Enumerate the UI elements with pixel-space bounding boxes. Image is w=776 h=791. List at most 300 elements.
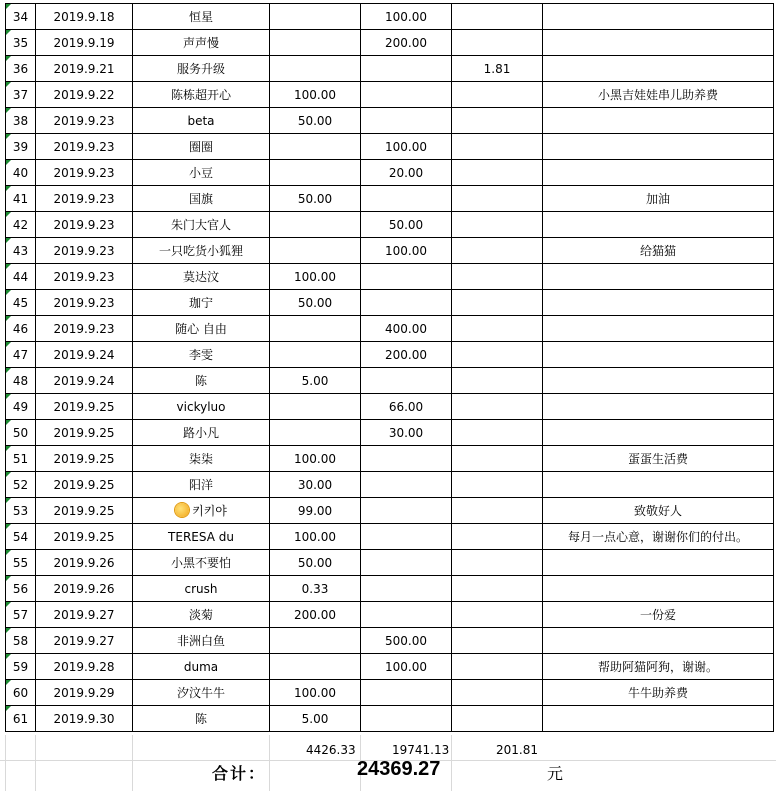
- row-index-cell[interactable]: [6, 56, 36, 82]
- donor-name-cell[interactable]: [133, 134, 270, 160]
- date-text: 2019.9.23: [53, 217, 115, 232]
- donor-name-text: 陈: [194, 374, 207, 388]
- amount-column-2-cell[interactable]: [361, 290, 452, 316]
- row-index-cell[interactable]: [6, 316, 36, 342]
- subtotal-column-3[interactable]: 201.81: [496, 743, 538, 757]
- donor-name-cell[interactable]: [133, 290, 270, 316]
- note-cell[interactable]: [543, 212, 774, 238]
- date-cell[interactable]: [36, 628, 133, 654]
- row-index-cell[interactable]: [6, 82, 36, 108]
- table-row: [6, 134, 774, 160]
- note-cell[interactable]: [543, 498, 774, 524]
- row-index-text: 50: [12, 425, 29, 440]
- date-cell[interactable]: [36, 602, 133, 628]
- table-row: [6, 290, 774, 316]
- donor-name-cell[interactable]: [133, 4, 270, 30]
- amount-column-3-cell[interactable]: [452, 186, 543, 212]
- amount-column-2-text: 400.00: [385, 321, 427, 336]
- row-index-text: 39: [12, 139, 29, 154]
- donor-name-text: 小黑不要怕: [170, 556, 231, 570]
- date-text: 2019.9.24: [53, 373, 115, 388]
- table-row: [6, 212, 774, 238]
- amount-column-2-text: 200.00: [385, 347, 427, 362]
- note-cell[interactable]: [543, 186, 774, 212]
- amount-column-3-cell[interactable]: [452, 706, 543, 732]
- date-cell[interactable]: [36, 186, 133, 212]
- amount-column-2-cell[interactable]: [361, 316, 452, 342]
- table-row: [6, 524, 774, 550]
- amount-column-3-cell[interactable]: [452, 498, 543, 524]
- donor-name-text: crush: [184, 581, 218, 596]
- subtotal-column-2[interactable]: 19741.13: [392, 743, 450, 757]
- row-index-cell[interactable]: [6, 290, 36, 316]
- note-cell[interactable]: [543, 342, 774, 368]
- amount-column-3-cell[interactable]: [452, 472, 543, 498]
- date-text: 2019.9.23: [53, 269, 115, 284]
- note-cell[interactable]: [543, 108, 774, 134]
- row-index-cell[interactable]: [6, 680, 36, 706]
- donor-name-cell[interactable]: [133, 576, 270, 602]
- row-index-text: 48: [12, 373, 29, 388]
- amount-column-1-cell[interactable]: [270, 160, 361, 186]
- amount-column-2-cell[interactable]: [361, 628, 452, 654]
- table-row: [6, 4, 774, 30]
- amount-column-1-text: 100.00: [294, 529, 336, 544]
- amount-column-1-cell[interactable]: [270, 602, 361, 628]
- note-cell[interactable]: [543, 446, 774, 472]
- amount-column-2-cell[interactable]: [361, 56, 452, 82]
- date-text: 2019.9.26: [53, 581, 115, 596]
- donor-name-cell[interactable]: [133, 368, 270, 394]
- row-index-text: 60: [12, 685, 29, 700]
- note-cell[interactable]: [543, 238, 774, 264]
- date-cell[interactable]: [36, 654, 133, 680]
- row-index-cell[interactable]: [6, 654, 36, 680]
- amount-column-2-cell[interactable]: [361, 82, 452, 108]
- amount-column-3-cell[interactable]: [452, 654, 543, 680]
- date-cell[interactable]: [36, 680, 133, 706]
- date-cell[interactable]: [36, 160, 133, 186]
- date-text: 2019.9.25: [53, 529, 115, 544]
- amount-column-2-cell[interactable]: [361, 342, 452, 368]
- row-index-text: 59: [12, 659, 29, 674]
- date-cell[interactable]: [36, 576, 133, 602]
- row-index-text: 45: [12, 295, 29, 310]
- date-text: 2019.9.25: [53, 399, 115, 414]
- date-text: 2019.9.19: [53, 35, 115, 50]
- date-text: 2019.9.23: [53, 139, 115, 154]
- date-cell[interactable]: [36, 290, 133, 316]
- date-cell[interactable]: [36, 108, 133, 134]
- date-text: 2019.9.30: [53, 711, 115, 726]
- date-text: 2019.9.18: [53, 9, 115, 24]
- amount-column-3-cell[interactable]: [452, 446, 543, 472]
- amount-column-3-cell[interactable]: [452, 82, 543, 108]
- amount-column-2-text: 30.00: [388, 425, 424, 440]
- amount-column-2-cell[interactable]: [361, 680, 452, 706]
- date-text: 2019.9.23: [53, 191, 115, 206]
- note-cell[interactable]: [543, 524, 774, 550]
- note-cell[interactable]: [543, 160, 774, 186]
- amount-column-1-cell[interactable]: [270, 394, 361, 420]
- row-index-cell[interactable]: [6, 628, 36, 654]
- amount-column-1-cell[interactable]: [270, 316, 361, 342]
- donor-name-cell[interactable]: [133, 82, 270, 108]
- row-index-text: 52: [12, 477, 29, 492]
- amount-column-1-cell[interactable]: [270, 212, 361, 238]
- table-row: [6, 680, 774, 706]
- table-row: [6, 160, 774, 186]
- subtotal-column-1[interactable]: 4426.33: [306, 743, 356, 757]
- date-cell[interactable]: [36, 420, 133, 446]
- date-cell[interactable]: [36, 550, 133, 576]
- donor-name-text: 非洲白鱼: [176, 634, 225, 648]
- amount-column-2-cell[interactable]: [361, 498, 452, 524]
- table-row: [6, 186, 774, 212]
- date-text: 2019.9.26: [53, 555, 115, 570]
- amount-column-3-cell[interactable]: [452, 316, 543, 342]
- date-text: 2019.9.27: [53, 607, 115, 622]
- amount-column-1-cell[interactable]: [270, 4, 361, 30]
- table-row: [6, 342, 774, 368]
- amount-column-1-cell[interactable]: [270, 82, 361, 108]
- row-index-cell[interactable]: [6, 368, 36, 394]
- amount-column-3-cell[interactable]: [452, 160, 543, 186]
- table-row: [6, 602, 774, 628]
- row-index-cell[interactable]: [6, 134, 36, 160]
- date-cell[interactable]: [36, 446, 133, 472]
- row-index-cell[interactable]: [6, 186, 36, 212]
- amount-column-1-cell[interactable]: [270, 186, 361, 212]
- row-index-cell[interactable]: [6, 602, 36, 628]
- amount-column-3-cell[interactable]: [452, 108, 543, 134]
- donor-name-cell[interactable]: [133, 30, 270, 56]
- amount-column-2-text: 100.00: [385, 243, 427, 258]
- note-cell[interactable]: [543, 420, 774, 446]
- date-text: 2019.9.29: [53, 685, 115, 700]
- donor-name-cell[interactable]: [133, 212, 270, 238]
- amount-column-3-cell[interactable]: [452, 628, 543, 654]
- donor-name-cell[interactable]: [133, 238, 270, 264]
- note-text: 蛋蛋生活费: [627, 452, 688, 466]
- note-text: 牛牛助养费: [627, 686, 688, 700]
- table-row: [6, 472, 774, 498]
- amount-column-1-text: 100.00: [294, 87, 336, 102]
- amount-column-2-cell[interactable]: [361, 4, 452, 30]
- date-text: 2019.9.28: [53, 659, 115, 674]
- date-cell[interactable]: [36, 4, 133, 30]
- amount-column-3-cell[interactable]: [452, 394, 543, 420]
- donor-name-text: 服务升级: [176, 62, 225, 76]
- date-cell[interactable]: [36, 524, 133, 550]
- amount-column-3-cell[interactable]: [452, 680, 543, 706]
- note-cell[interactable]: [543, 264, 774, 290]
- date-cell[interactable]: [36, 238, 133, 264]
- note-cell[interactable]: [543, 290, 774, 316]
- amount-column-1-cell[interactable]: [270, 134, 361, 160]
- amount-column-2-cell[interactable]: [361, 472, 452, 498]
- note-cell[interactable]: [543, 628, 774, 654]
- row-index-cell[interactable]: [6, 576, 36, 602]
- donor-name-cell[interactable]: [133, 108, 270, 134]
- amount-column-1-cell[interactable]: [270, 524, 361, 550]
- amount-column-2-text: 50.00: [388, 217, 424, 232]
- donor-name-cell[interactable]: [133, 186, 270, 212]
- donor-name-cell[interactable]: [133, 264, 270, 290]
- date-cell[interactable]: [36, 82, 133, 108]
- row-index-text: 36: [12, 61, 29, 76]
- row-index-text: 44: [12, 269, 29, 284]
- row-index-text: 47: [12, 347, 29, 362]
- amount-column-1-cell[interactable]: [270, 680, 361, 706]
- amount-column-2-cell[interactable]: [361, 30, 452, 56]
- amount-column-1-cell[interactable]: [270, 628, 361, 654]
- note-cell[interactable]: [543, 134, 774, 160]
- amount-column-1-text: 100.00: [294, 685, 336, 700]
- donor-name-cell[interactable]: [133, 472, 270, 498]
- note-cell[interactable]: [543, 576, 774, 602]
- donor-name-text: 陈: [194, 712, 207, 726]
- donor-name-text: duma: [183, 659, 219, 674]
- amount-column-2-cell[interactable]: [361, 446, 452, 472]
- amount-column-2-cell[interactable]: [361, 186, 452, 212]
- donor-name-text: 莫达汶: [182, 270, 219, 284]
- row-index-cell[interactable]: [6, 394, 36, 420]
- amount-column-3-cell[interactable]: [452, 550, 543, 576]
- date-text: 2019.9.23: [53, 321, 115, 336]
- table-row: [6, 394, 774, 420]
- donor-name-cell[interactable]: [133, 160, 270, 186]
- date-cell[interactable]: [36, 56, 133, 82]
- amount-column-3-cell[interactable]: [452, 4, 543, 30]
- donor-name-cell[interactable]: [133, 680, 270, 706]
- amount-column-2-cell[interactable]: [361, 420, 452, 446]
- amount-column-2-cell[interactable]: [361, 264, 452, 290]
- amount-column-2-cell[interactable]: [361, 394, 452, 420]
- donor-name-cell[interactable]: [133, 394, 270, 420]
- date-cell[interactable]: [36, 706, 133, 732]
- note-cell[interactable]: [543, 4, 774, 30]
- row-index-cell[interactable]: [6, 550, 36, 576]
- row-index-cell[interactable]: [6, 264, 36, 290]
- date-text: 2019.9.27: [53, 633, 115, 648]
- note-cell[interactable]: [543, 82, 774, 108]
- note-cell[interactable]: [543, 30, 774, 56]
- date-cell[interactable]: [36, 498, 133, 524]
- row-index-cell[interactable]: [6, 498, 36, 524]
- donor-name-text: 陈栋超开心: [170, 88, 231, 102]
- row-index-text: 37: [12, 87, 29, 102]
- row-index-cell[interactable]: [6, 472, 36, 498]
- donation-table: [5, 3, 774, 732]
- note-text: 加油: [645, 192, 670, 206]
- donor-name-text: 声声慢: [182, 36, 219, 50]
- note-text: 给猫猫: [639, 244, 676, 258]
- amount-column-3-cell[interactable]: [452, 212, 543, 238]
- amount-column-2-cell[interactable]: [361, 108, 452, 134]
- donor-name-cell[interactable]: [133, 56, 270, 82]
- amount-column-1-cell[interactable]: [270, 238, 361, 264]
- date-cell[interactable]: [36, 212, 133, 238]
- amount-column-2-cell[interactable]: [361, 576, 452, 602]
- amount-column-1-cell[interactable]: [270, 342, 361, 368]
- table-row: [6, 654, 774, 680]
- amount-column-3-cell[interactable]: [452, 134, 543, 160]
- row-index-cell[interactable]: [6, 446, 36, 472]
- donor-name-text: 키키야: [192, 504, 227, 518]
- table-row: [6, 30, 774, 56]
- row-index-text: 46: [12, 321, 29, 336]
- donor-name-cell[interactable]: [133, 602, 270, 628]
- amount-column-3-cell[interactable]: [452, 30, 543, 56]
- amount-column-1-text: 5.00: [301, 711, 329, 726]
- row-index-text: 41: [12, 191, 29, 206]
- table-row: [6, 576, 774, 602]
- note-cell[interactable]: [543, 680, 774, 706]
- note-cell[interactable]: [543, 394, 774, 420]
- table-row: [6, 238, 774, 264]
- amount-column-1-text: 0.33: [301, 581, 329, 596]
- donor-name-cell[interactable]: [133, 706, 270, 732]
- note-cell[interactable]: [543, 368, 774, 394]
- amount-column-2-cell[interactable]: [361, 550, 452, 576]
- donor-name-text: beta: [187, 113, 215, 128]
- amount-column-1-text: 50.00: [297, 113, 333, 128]
- amount-column-2-cell[interactable]: [361, 238, 452, 264]
- date-cell[interactable]: [36, 394, 133, 420]
- amount-column-1-cell[interactable]: [270, 56, 361, 82]
- donor-name-cell[interactable]: [133, 524, 270, 550]
- date-cell[interactable]: [36, 316, 133, 342]
- amount-column-2-cell[interactable]: [361, 368, 452, 394]
- donor-name-cell[interactable]: [133, 498, 270, 524]
- amount-column-3-cell[interactable]: [452, 264, 543, 290]
- amount-column-1-text: 50.00: [297, 555, 333, 570]
- amount-column-1-cell[interactable]: [270, 498, 361, 524]
- row-index-text: 38: [12, 113, 29, 128]
- donor-name-cell[interactable]: [133, 446, 270, 472]
- amount-column-3-cell[interactable]: [452, 420, 543, 446]
- row-index-cell[interactable]: [6, 706, 36, 732]
- amount-column-3-cell[interactable]: [452, 238, 543, 264]
- amount-column-2-text: 20.00: [388, 165, 424, 180]
- row-index-cell[interactable]: [6, 30, 36, 56]
- donor-name-cell[interactable]: [133, 420, 270, 446]
- note-cell[interactable]: [543, 550, 774, 576]
- amount-column-1-cell[interactable]: [270, 706, 361, 732]
- row-index-cell[interactable]: [6, 342, 36, 368]
- amount-column-3-cell[interactable]: [452, 56, 543, 82]
- grand-total-value[interactable]: 24369.27: [357, 758, 441, 780]
- donor-name-cell[interactable]: [133, 316, 270, 342]
- date-cell[interactable]: [36, 342, 133, 368]
- amount-column-2-cell[interactable]: [361, 706, 452, 732]
- donor-name-cell[interactable]: [133, 628, 270, 654]
- date-cell[interactable]: [36, 134, 133, 160]
- donor-name-cell[interactable]: [133, 550, 270, 576]
- date-text: 2019.9.21: [53, 61, 115, 76]
- table-row: [6, 420, 774, 446]
- row-index-cell[interactable]: [6, 420, 36, 446]
- date-cell[interactable]: [36, 264, 133, 290]
- row-index-cell[interactable]: [6, 4, 36, 30]
- donor-name-cell[interactable]: [133, 654, 270, 680]
- row-index-text: 34: [12, 9, 29, 24]
- row-index-cell[interactable]: [6, 238, 36, 264]
- row-index-text: 61: [12, 711, 29, 726]
- donor-name-text: 随心 自由: [175, 322, 227, 336]
- row-index-cell[interactable]: [6, 524, 36, 550]
- row-index-text: 49: [12, 399, 29, 414]
- table-row: [6, 446, 774, 472]
- date-cell[interactable]: [36, 472, 133, 498]
- date-cell[interactable]: [36, 30, 133, 56]
- table-row: [6, 264, 774, 290]
- amount-column-3-cell[interactable]: [452, 368, 543, 394]
- amount-column-2-cell[interactable]: [361, 134, 452, 160]
- note-cell[interactable]: [543, 654, 774, 680]
- row-index-cell[interactable]: [6, 212, 36, 238]
- amount-column-1-cell[interactable]: [270, 368, 361, 394]
- note-text: 一份爱: [639, 608, 676, 622]
- amount-column-3-cell[interactable]: [452, 602, 543, 628]
- donor-name-text: 淡菊: [188, 608, 213, 622]
- amount-column-1-cell[interactable]: [270, 550, 361, 576]
- amount-column-1-cell[interactable]: [270, 472, 361, 498]
- row-index-cell[interactable]: [6, 160, 36, 186]
- amount-column-3-cell[interactable]: [452, 342, 543, 368]
- row-index-text: 35: [12, 35, 29, 50]
- amount-column-1-text: 30.00: [297, 477, 333, 492]
- amount-column-1-cell[interactable]: [270, 108, 361, 134]
- date-cell[interactable]: [36, 368, 133, 394]
- donor-name-text: 阳洋: [188, 478, 213, 492]
- note-cell[interactable]: [543, 706, 774, 732]
- amount-column-1-cell[interactable]: [270, 264, 361, 290]
- table-row: [6, 316, 774, 342]
- note-cell[interactable]: [543, 472, 774, 498]
- donor-name-text: 李雯: [188, 348, 213, 362]
- amount-column-3-cell[interactable]: [452, 290, 543, 316]
- row-index-cell[interactable]: [6, 108, 36, 134]
- amount-column-3-cell[interactable]: [452, 576, 543, 602]
- amount-column-1-cell[interactable]: [270, 30, 361, 56]
- amount-column-1-cell[interactable]: [270, 576, 361, 602]
- amount-column-3-cell[interactable]: [452, 524, 543, 550]
- amount-column-1-cell[interactable]: [270, 290, 361, 316]
- table-row: [6, 56, 774, 82]
- date-text: 2019.9.25: [53, 451, 115, 466]
- donor-name-cell[interactable]: [133, 342, 270, 368]
- donor-name-text: 珈宁: [188, 296, 213, 310]
- note-cell[interactable]: [543, 56, 774, 82]
- note-cell[interactable]: [543, 316, 774, 342]
- amount-column-2-cell[interactable]: [361, 524, 452, 550]
- amount-column-2-cell[interactable]: [361, 160, 452, 186]
- amount-column-1-cell[interactable]: [270, 420, 361, 446]
- amount-column-1-cell[interactable]: [270, 446, 361, 472]
- amount-column-1-text: 100.00: [294, 269, 336, 284]
- amount-column-1-cell[interactable]: [270, 654, 361, 680]
- amount-column-1-text: 100.00: [294, 451, 336, 466]
- amount-column-2-cell[interactable]: [361, 602, 452, 628]
- amount-column-2-cell[interactable]: [361, 654, 452, 680]
- note-cell[interactable]: [543, 602, 774, 628]
- donor-name-text: 柒柒: [188, 452, 213, 466]
- amount-column-2-text: 100.00: [385, 139, 427, 154]
- amount-column-2-cell[interactable]: [361, 212, 452, 238]
- donor-name-text: 圈圈: [188, 140, 213, 154]
